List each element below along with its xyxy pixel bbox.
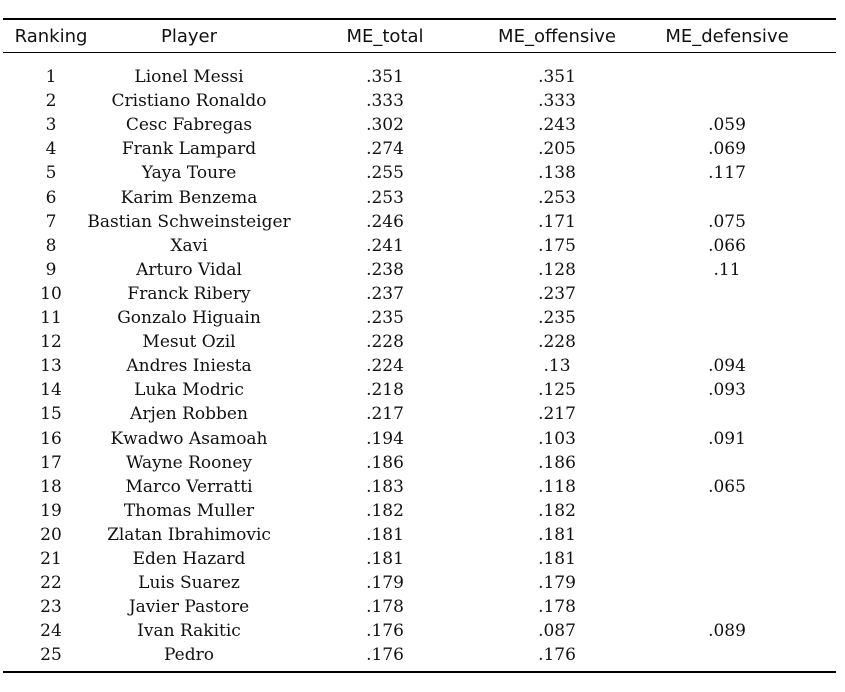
cell-me-total: .246 bbox=[366, 211, 404, 232]
cell-me-total: .237 bbox=[366, 283, 404, 304]
cell-me-offensive: .118 bbox=[538, 476, 576, 497]
cell-me-defensive: .059 bbox=[708, 115, 746, 136]
cell-player: Xavi bbox=[170, 235, 208, 256]
cell-me-offensive: .243 bbox=[538, 115, 576, 136]
cell-me-total: .176 bbox=[366, 645, 404, 666]
cell-player: Mesut Ozil bbox=[142, 332, 236, 353]
cell-me-offensive: .181 bbox=[538, 524, 576, 545]
cell-me-total: .178 bbox=[366, 597, 404, 618]
cell-ranking: 9 bbox=[45, 259, 57, 280]
cell-player: Kwadwo Asamoah bbox=[110, 428, 268, 449]
cell-ranking: 13 bbox=[40, 356, 62, 377]
cell-ranking: 11 bbox=[40, 308, 62, 328]
header-me-offensive: ME_offensive bbox=[498, 26, 616, 47]
cell-me-offensive: .217 bbox=[538, 404, 576, 425]
cell-player: Yaya Toure bbox=[141, 163, 237, 184]
cell-player: Thomas Muller bbox=[123, 500, 255, 521]
cell-ranking: 25 bbox=[40, 645, 62, 666]
cell-me-total: .255 bbox=[366, 163, 404, 184]
cell-ranking: 24 bbox=[40, 621, 62, 642]
cell-me-total: .186 bbox=[366, 452, 404, 473]
cell-me-total: .183 bbox=[366, 476, 404, 497]
cell-me-offensive: .333 bbox=[538, 91, 576, 112]
cell-me-defensive: .091 bbox=[708, 428, 746, 449]
cell-me-total: .179 bbox=[366, 573, 404, 594]
cell-me-offensive: .237 bbox=[538, 283, 576, 304]
cell-me-offensive: .228 bbox=[538, 332, 576, 353]
cell-me-defensive: .093 bbox=[708, 380, 746, 401]
cell-player: Javier Pastore bbox=[128, 597, 250, 618]
cell-ranking: 20 bbox=[40, 524, 62, 545]
cell-me-defensive: .094 bbox=[708, 356, 746, 377]
cell-me-total: .176 bbox=[366, 621, 404, 642]
cell-me-offensive: .179 bbox=[538, 573, 576, 594]
cell-me-offensive: .13 bbox=[543, 356, 571, 377]
cell-player: Arturo Vidal bbox=[136, 259, 242, 280]
cell-me-offensive: .128 bbox=[538, 259, 576, 280]
cell-me-total: .194 bbox=[366, 428, 404, 449]
cell-me-total: .253 bbox=[366, 187, 404, 208]
cell-me-defensive: .069 bbox=[708, 139, 746, 160]
cell-player: Cesc Fabregas bbox=[125, 115, 253, 136]
cell-me-defensive: .11 bbox=[713, 259, 741, 280]
cell-me-total: .241 bbox=[366, 235, 404, 256]
cell-me-offensive: .103 bbox=[538, 428, 576, 449]
cell-ranking: 18 bbox=[40, 476, 62, 497]
cell-player: Luis Suarez bbox=[138, 573, 240, 594]
cell-me-total: .218 bbox=[366, 380, 404, 401]
cell-ranking: 2 bbox=[45, 91, 57, 112]
cell-ranking: 12 bbox=[40, 332, 62, 353]
cell-ranking: 22 bbox=[40, 573, 62, 594]
cell-ranking: 21 bbox=[40, 549, 62, 569]
cell-player: Bastian Schweinsteiger bbox=[87, 211, 291, 232]
cell-me-offensive: .235 bbox=[538, 308, 576, 328]
table-bottom-rule bbox=[3, 671, 836, 673]
cell-player: Ivan Rakitic bbox=[137, 621, 241, 642]
cell-me-total: .224 bbox=[366, 356, 404, 377]
cell-me-offensive: .351 bbox=[538, 67, 576, 87]
header-me-total: ME_total bbox=[346, 26, 424, 47]
header-me-defensive: ME_defensive bbox=[665, 26, 789, 47]
cell-me-offensive: .087 bbox=[538, 621, 576, 642]
cell-player: Cristiano Ronaldo bbox=[111, 91, 267, 112]
cell-player: Luka Modric bbox=[134, 380, 244, 401]
cell-me-offensive: .253 bbox=[538, 187, 576, 208]
cell-ranking: 6 bbox=[45, 187, 57, 208]
cell-me-total: .274 bbox=[366, 139, 404, 160]
cell-player: Lionel Messi bbox=[134, 67, 244, 87]
cell-ranking: 16 bbox=[40, 428, 62, 449]
cell-ranking: 10 bbox=[40, 283, 62, 304]
cell-me-offensive: .186 bbox=[538, 452, 576, 473]
cell-me-total: .333 bbox=[366, 91, 404, 112]
cell-player: Gonzalo Higuain bbox=[117, 308, 261, 328]
cell-ranking: 17 bbox=[40, 452, 62, 473]
cell-me-offensive: .125 bbox=[538, 380, 576, 401]
cell-me-defensive: .117 bbox=[708, 163, 746, 184]
cell-me-total: .302 bbox=[366, 115, 404, 136]
cell-player: Arjen Robben bbox=[130, 404, 248, 425]
cell-me-offensive: .176 bbox=[538, 645, 576, 666]
cell-me-total: .235 bbox=[366, 308, 404, 328]
cell-ranking: 4 bbox=[45, 139, 57, 160]
cell-me-total: .182 bbox=[366, 500, 404, 521]
cell-me-offensive: .181 bbox=[538, 549, 576, 569]
cell-player: Karim Benzema bbox=[120, 187, 258, 208]
cell-player: Marco Verratti bbox=[125, 476, 253, 497]
cell-me-total: .181 bbox=[366, 549, 404, 569]
cell-me-total: .238 bbox=[366, 259, 404, 280]
header-rule bbox=[3, 52, 836, 53]
table-top-rule bbox=[3, 18, 836, 20]
cell-me-offensive: .178 bbox=[538, 597, 576, 618]
cell-player: Pedro bbox=[164, 645, 214, 666]
cell-ranking: 5 bbox=[45, 163, 57, 184]
cell-player: Franck Ribery bbox=[127, 283, 251, 304]
cell-player: Wayne Rooney bbox=[125, 452, 253, 473]
cell-me-offensive: .182 bbox=[538, 500, 576, 521]
cell-me-offensive: .171 bbox=[538, 211, 576, 232]
cell-me-offensive: .138 bbox=[538, 163, 576, 184]
cell-me-defensive: .089 bbox=[708, 621, 746, 642]
cell-me-total: .228 bbox=[366, 332, 404, 353]
cell-ranking: 3 bbox=[45, 115, 57, 136]
cell-me-defensive: .065 bbox=[708, 476, 746, 497]
cell-player: Eden Hazard bbox=[132, 549, 246, 569]
header-ranking: Ranking bbox=[14, 26, 88, 47]
cell-ranking: 15 bbox=[40, 404, 62, 425]
cell-me-offensive: .175 bbox=[538, 235, 576, 256]
cell-me-defensive: .075 bbox=[708, 211, 746, 232]
cell-ranking: 14 bbox=[40, 380, 62, 401]
cell-ranking: 1 bbox=[45, 67, 57, 87]
header-player: Player bbox=[160, 26, 218, 47]
cell-me-total: .351 bbox=[366, 67, 404, 87]
cell-player: Andres Iniesta bbox=[126, 356, 252, 377]
cell-me-offensive: .205 bbox=[538, 139, 576, 160]
cell-ranking: 23 bbox=[40, 597, 62, 618]
cell-me-total: .181 bbox=[366, 524, 404, 545]
cell-me-total: .217 bbox=[366, 404, 404, 425]
cell-ranking: 8 bbox=[45, 235, 57, 256]
cell-ranking: 19 bbox=[40, 500, 62, 521]
cell-me-defensive: .066 bbox=[708, 235, 746, 256]
cell-player: Zlatan Ibrahimovic bbox=[107, 524, 271, 545]
cell-player: Frank Lampard bbox=[121, 139, 257, 160]
cell-ranking: 7 bbox=[45, 211, 57, 232]
